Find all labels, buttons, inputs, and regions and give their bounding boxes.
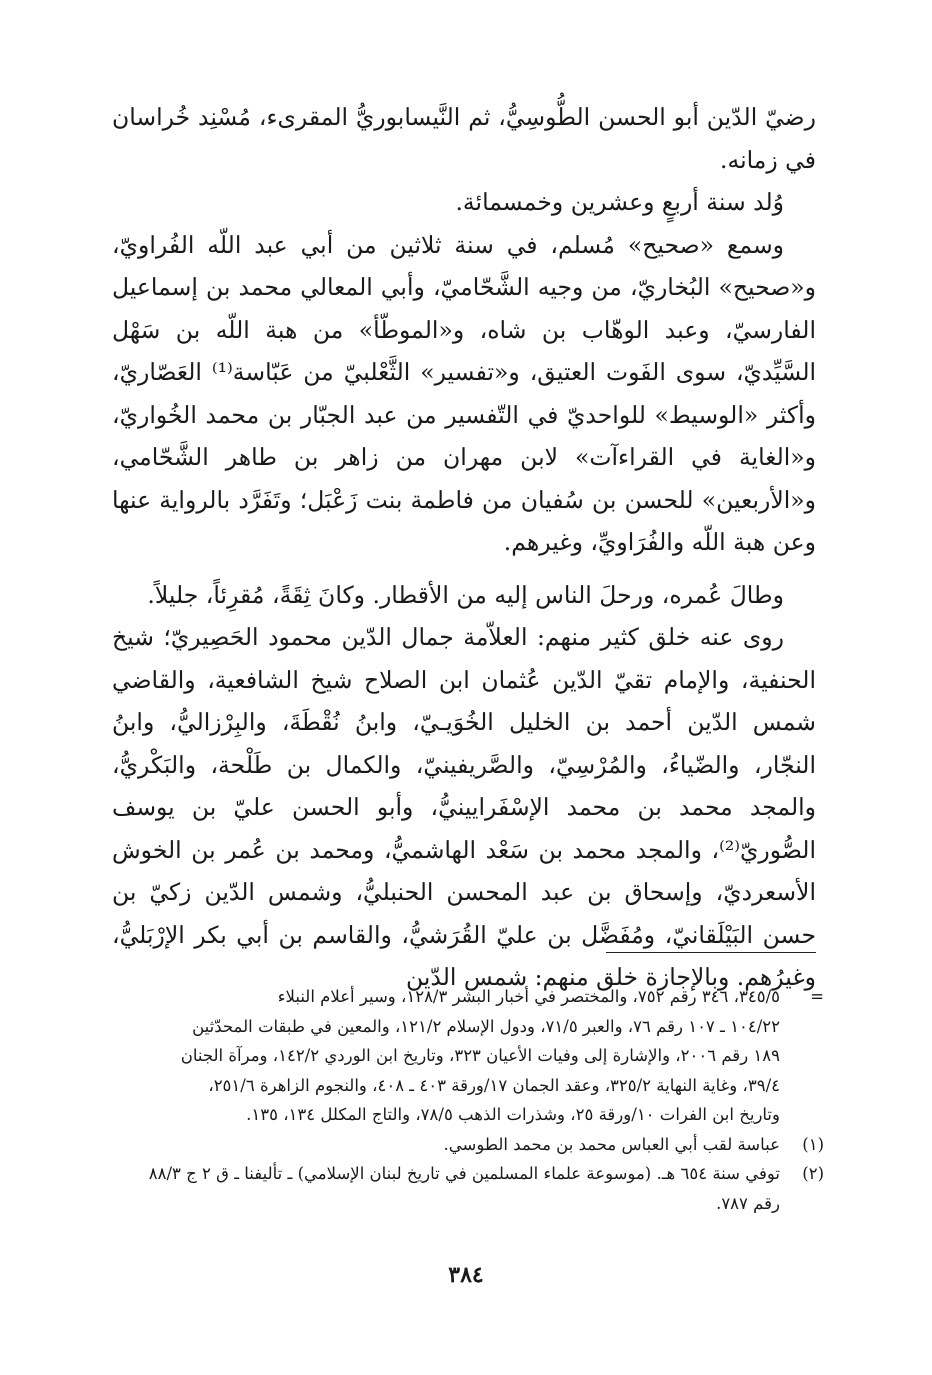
footnote-mark: = [810,987,824,1006]
footnote-mark: (٢) [802,1164,824,1183]
footnotes [112,982,824,1218]
footnote-line: ١٠٤/٢٢ ـ ١٠٧ رقم ٧٦، والعبر ٧١/٥، ودول الإسلام ١٢١/٢، والمعين في طبقات المحدّثين [192,1016,780,1036]
paragraph-4: وطالَ عُمره، ورحلَ الناس إليه من الأقطار. وكانَ ثِقَةً، مُقرِئاً، جليلاً. [147,580,784,609]
footnote-line: توفي سنة ٦٥٤ هـ. (موسوعة علماء المسلمين في تاريخ لبنان الإسلامي) ـ تأليفنا ـ ق ٢ ج ٨٨/٣ [148,1164,780,1183]
footnote-1 [112,1130,824,1160]
paragraph-1: رضيّ الدّين أبو الحسن الطُّوسِيُّ، ثم النَّيسابوريُّ المقرىء، مُسْنِد خُراسان في زمانه. [112,103,816,174]
footnote-line: ٣٩/٤، وغاية النهاية ٣٢٥/٢، وعقد الجمان ١٧/ورقة ٤٠٣ ـ ٤٠٨، والنجوم الزاهرة ٢٥١/٦، [208,1075,780,1095]
footnote-separator [606,952,816,953]
main-text [112,96,816,999]
footnote-line: وتاريخ ابن الفرات ١٠/ورقة ٢٥، وشذرات الذهب ٧٨/٥، والتاج المكلل ١٣٤، ١٣٥. [246,1105,780,1124]
footnote-text [112,1159,780,1218]
footnote-line: عباسة لقب أبي العباس محمد بن محمد الطوسي. [443,1134,780,1154]
footnote-line: ٣٤٥/٥، ٣٤٦ رقم ٧٥٢، والمختصر في أخبار البشر ١٢٨/٣، وسير أعلام النبلاء [277,987,780,1006]
paragraph-3: وسمع «صحيح» مُسلم، في سنة ثلاثين من أبي عبد اللّه الفُراويّ، و«صحيح» البُخاريّ، من وجيه الشَّحّاميّ، وأبي المعالي محمد بن إسماعيل الفارسيّ، وعبد الوهّاب بن شاه، و«الموطّأ» من هبة اللّه بن سَهْل السَّيِّديّ، سوى الفَوت العتيق، و«تفسير» الثَّعْلبيّ من عَبّاسة⁽¹⁾ العَصّاريّ، وأكثر «الوسيط» للواحديّ في التّفسير من عبد الجبّار بن محمد الخُواريّ، و«الغاية في القراءآت» لابن مهران من زاهر بن طاهر الشَّحّامي، و«الأربعين» للحسن بن سُفيان من فاطمة بنت زَعْبَل؛ وتَفَرَّد بالرواية عنها وعن هبة اللّه والفُرَاويِّ، وغيرهم. [112,230,817,556]
paragraph-5: روى عنه خلق كثير منهم: العلاّمة جمال الدّين محمود الحَصِيريّ؛ شيخ الحنفية، والإمام تقيّ الدّين عُثمان ابن الصلاح شيخ الشافعية، والقاضي شمس الدّين أحمد بن الخليل الخُوَيـيّ، وابنُ نُقْطَةَ، والبِرْزاليُّ، وابنُ النجّار، والضّياءُ، والمُرْسِيّ، والصَّريفينيّ، والكمال بن طَلْحة، والبَكْريُّ، والمجد محمد بن محمد الإسْفَرايينيُّ، وأبو الحسن عليّ بن يوسف الصُّوريّ⁽²⁾، والمجد محمد بن سَعْد الهاشميُّ، ومحمد بن عُمر بن الخوش الأسعرديّ، وإسحاق بن عبد المحسن الحنبليُّ، وشمس الدّين زكيّ بن حسن البَيْلَقانيّ، ومُفَضَّل بن عليّ القُرَشيُّ، والقاسم بن أبي بكر الإرْبَليُّ، وغيرُهم. وبالإجازة خلق منهم: شمس الدّين [112,623,816,991]
footnote-continuation [112,982,824,1130]
footnote-text [112,982,780,1130]
footnote-mark: (١) [802,1134,824,1154]
footnote-text [112,1130,780,1160]
footnote-line: رقم ٧٨٧. [716,1193,780,1213]
footnote-2 [112,1159,824,1218]
page-number: ٣٨٤ [448,1262,484,1288]
paragraph-2: وُلد سنة أربعٍ وعشرين وخمسمائة. [455,188,784,216]
footnote-line: ١٨٩ رقم ٢٠٠٦، والإشارة إلى وفيات الأعيان ٣٢٣، وتاريخ ابن الوردي ١٤٢/٢، ومرآة الجنان [180,1046,780,1065]
